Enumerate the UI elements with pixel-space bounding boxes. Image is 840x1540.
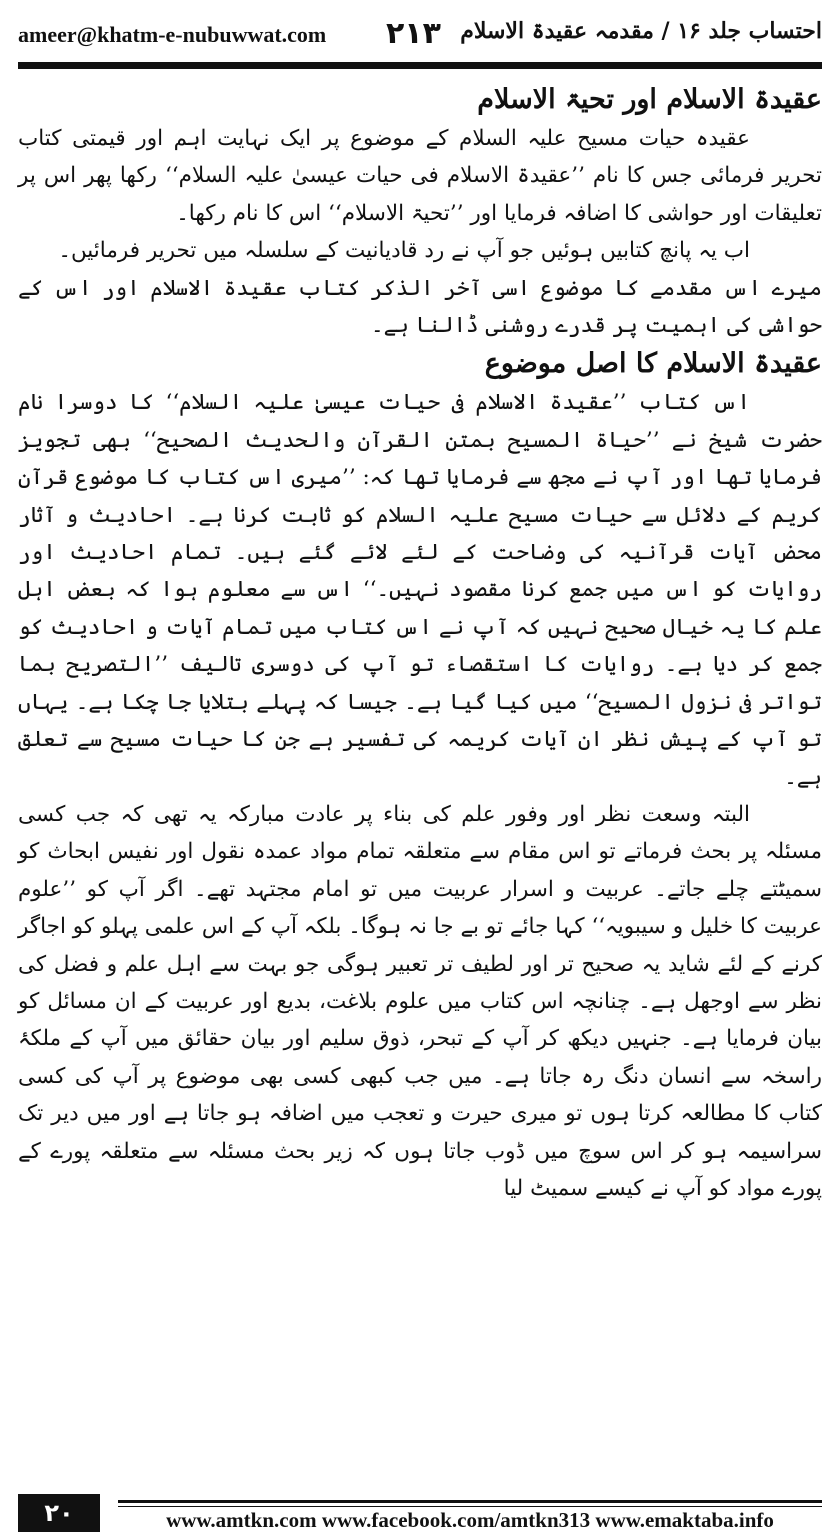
footer-divider	[118, 1500, 822, 1503]
paragraph-3: میرے اس مقدمے کا موضوع اسی آخر الذکر کتاب عقیدۃ الاسلام اور اس کے حواشی کی اہمیت پر قدرے روشنی ڈالنا ہے۔	[18, 275, 822, 339]
footer-websites[interactable]: www.amtkn.com www.facebook.com/amtkn313 www.emaktaba.info	[166, 1508, 774, 1532]
page-body	[18, 80, 822, 1207]
paragraph-2: اب یہ پانچ کتابیں ہوئیں جو آپ نے رد قادیانیت کے سلسلہ میں تحریر فرمائیں۔	[58, 238, 750, 264]
paragraph-4: اس کتاب ’’عقیدۃ الاسلام فی حیات عیسیٰ علیہ السلام‘‘ کا دوسرا نام حضرت شیخ نے ’’حیاۃ المسیح بمتن القرآن والحدیث الصحیح‘‘ بھی تجویز فرمایا تھا اور آپ نے مجھ سے فرمایا تھا کہ: ’’میری اس کتاب کا موضوع قرآن کریم کے دلائل سے حیات مسیح علیہ السلام کو ثابت کرنا ہے۔ احادیث و آثار محض آیات قرآنیہ کی وضاحت کے لئے لائے گئے ہیں۔ تمام احادیث اور روایات کو اس میں جمع کرنا مقصود نہیں۔‘‘ اس سے معلوم ہوا کہ بعض اہل علم کا یہ خیال صحیح نہیں کہ آپ نے اس کتاب میں تمام آیات و احادیث کو جمع کر دیا ہے۔ روایات کا استقصاء تو آپ کی دوسری تالیف ’’التصریح بما تواتر فی نزول المسیح‘‘ میں کیا گیا ہے۔ جیسا کہ پہلے بتلایا جا چکا ہے۔ یہاں تو آپ کے پیش نظر ان آیات کریمہ کی تفسیر ہے جن کا حیات مسیح سے تعلق ہے۔	[18, 390, 822, 790]
page-header	[18, 14, 822, 64]
header-email[interactable]: ameer@khatm-e-nubuwwat.com	[18, 22, 327, 47]
paragraph-1: عقیدہ حیات مسیح علیہ السلام کے موضوع پر ایک نہایت اہم اور قیمتی کتاب تحریر فرمائی جس کا نام ’’عقیدۃ الاسلام فی حیات عیسیٰ علیہ السلام‘‘ رکھا پھر اس پر تعلیقات اور حواشی کا اضافہ فرمایا اور ’’تحیۃ الاسلام‘‘ اس کا نام رکھا۔	[18, 126, 822, 226]
header-page-number: ۲۱۳	[386, 16, 441, 51]
footer-divider-thin	[118, 1506, 822, 1507]
section-heading-2: عقیدۃ الاسلام کا اصل موضوع	[484, 348, 822, 380]
footer-page-number: ۲۰	[18, 1494, 100, 1532]
header-title: احتساب جلد ۱۶ / مقدمہ عقیدۃ الاسلام	[460, 18, 822, 44]
header-divider	[18, 62, 822, 69]
page-footer	[18, 1500, 822, 1532]
paragraph-5: البتہ وسعت نظر اور وفور علم کی بناء پر عادت مبارکہ یہ تھی کہ جب کسی مسئلہ پر بحث فرماتے تو اس مقام سے متعلقہ تمام مواد عمدہ نقول اور نفیس ابحاث کو سمیٹتے چلے جاتے۔ عربیت و اسرار عربیت میں تو امام مجتہد تھے۔ اگر آپ کو ’’علوم عربیت کا خلیل و سیبویہ‘‘ کہا جائے تو بے جا نہ ہوگا۔ بلکہ آپ کے اس علمی پہلو کو اجاگر کرنے کے لئے شاید یہ صحیح تر اور لطیف تر تعبیر ہوگی جو بہت سے اہل علم و فضل کی نظر سے اوجھل ہے۔ چنانچہ اس کتاب میں علوم بلاغت، بدیع اور عربیت کے ان مسائل کو بیان فرمایا ہے۔ جنہیں دیکھ کر آپ کے تبحر، ذوق سلیم اور بیان حقائق میں آپ کے ملکۂ راسخہ سے انسان دنگ رہ جاتا ہے۔ میں جب کبھی کسی بھی موضوع پر آپ کی کسی کتاب کا مطالعہ کرتا ہوں تو میری حیرت و تعجب میں اضافہ ہو جاتا ہے اور میں دیر تک سراسیمہ ہو کر اس سوچ میں ڈوب جاتا ہوں کہ زیر بحث مسئلہ سے متعلقہ پورے کے پورے مواد کو آپ نے کیسے سمیٹ لیا	[18, 801, 822, 1201]
section-heading-1: عقیدۃ الاسلام اور تحیۃ الاسلام	[477, 84, 822, 115]
